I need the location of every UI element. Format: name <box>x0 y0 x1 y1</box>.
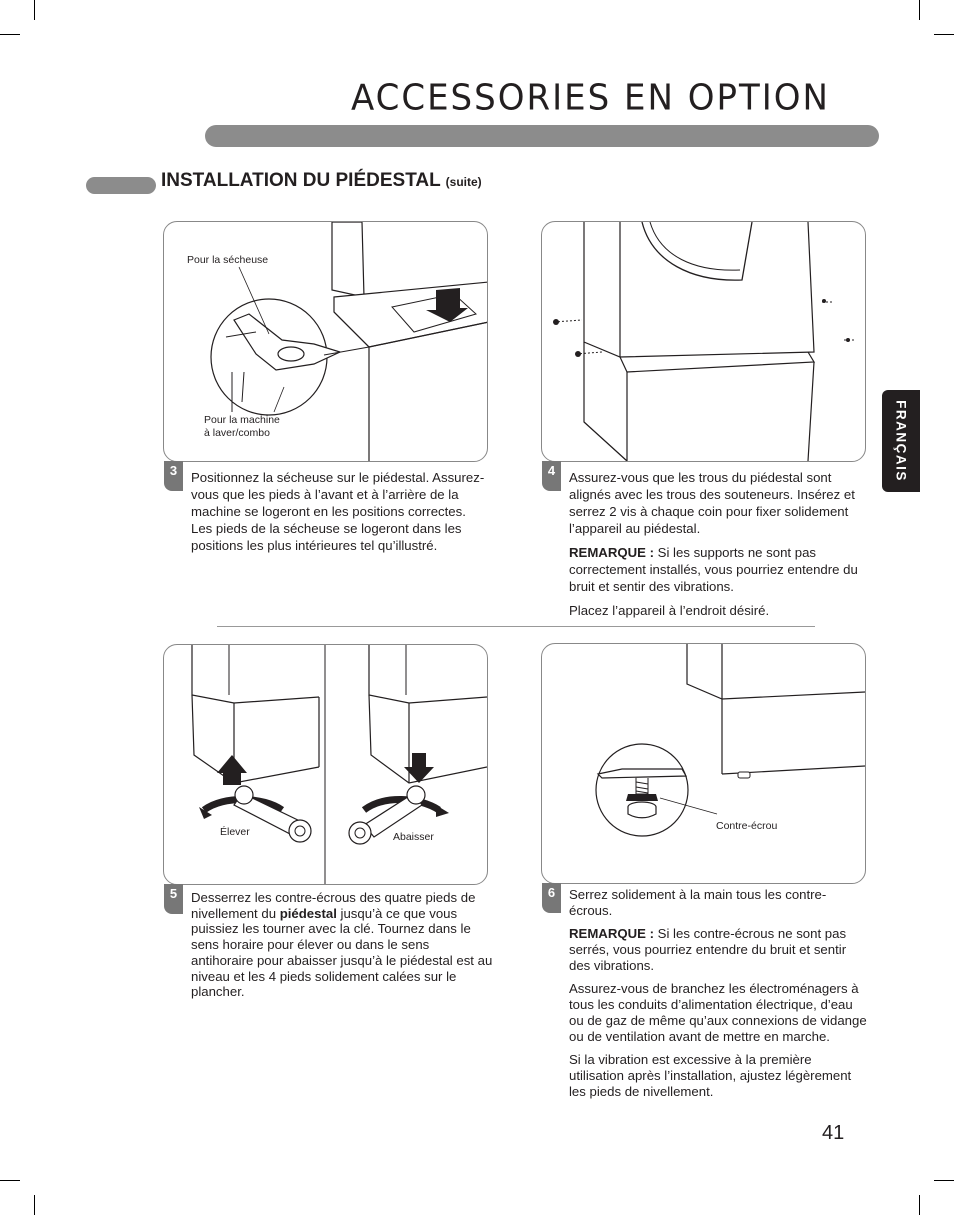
step-4-extra: Placez l’appareil à l’endroit désiré. <box>569 603 770 618</box>
crop-mark <box>0 34 20 35</box>
label-for-washer <box>204 414 280 440</box>
page-number: 41 <box>822 1122 845 1144</box>
step-4-note-text: Si les supports ne sont pas correctement installés, vous pourriez entendre du bruit et sentir des vibrations. <box>569 545 858 594</box>
locknut-illustration <box>542 644 865 883</box>
step-6-number: 6 <box>547 885 556 900</box>
screws-pedestal-illustration <box>542 222 865 461</box>
step-6-extra-1: Assurez-vous de branchez les électroménagers à tous les conduits d’alimentation électrique, d’eau ou de gaz de même qu’aux connexions de vidange ou de ventilation avant de mettre en marche. <box>569 981 867 1044</box>
step-3-number: 3 <box>169 463 178 478</box>
step-6-text <box>569 887 867 1107</box>
step-5-paragraph <box>191 890 493 1000</box>
step-6-note-label: REMARQUE : <box>569 926 654 941</box>
label-for-washer-line2: à laver/combo <box>204 427 270 439</box>
step-5-number: 5 <box>169 886 178 901</box>
step-3-figure <box>163 221 488 462</box>
crop-mark <box>919 1195 920 1215</box>
step-6-note <box>569 926 867 974</box>
step-4-note <box>569 544 867 595</box>
section-divider <box>217 626 815 627</box>
label-locknut: Contre-écrou <box>716 820 778 832</box>
step-4-number: 4 <box>547 463 556 478</box>
crop-mark <box>934 34 954 35</box>
step-4-number-tab <box>542 461 561 491</box>
label-for-dryer: Pour la sécheuse <box>187 254 269 266</box>
section-pill <box>86 177 156 194</box>
language-tab <box>882 390 920 492</box>
step-5-text <box>191 890 493 1007</box>
step-5-figure <box>163 644 488 885</box>
step-3-text <box>191 469 489 561</box>
step-4-paragraph: Assurez-vous que les trous du piédestal sont alignés avec les trous des souteneurs. Insérez et serrez 2 vis à chaque coin pour fixer solidement l’appareil au piédestal. <box>569 470 855 536</box>
label-raise: Élever <box>220 826 250 838</box>
section-title-text: INSTALLATION DU PIÉDESTAL <box>161 170 441 191</box>
step-5-text-start: Desserrez les contre-écrous des quatre pieds de nivellement du <box>191 890 476 921</box>
section-subtitle: (suite) <box>445 175 482 189</box>
title-bar <box>205 125 879 147</box>
step-5-text-end: jusqu’à ce que vous puissiez les tourner avec la clé. Tournez dans le sens horaire pour élever ou dans le sens antihoraire pour abaisser jusqu’à le piédestal est au niveau et les 4 pieds solidement calées sur le plancher. <box>191 905 493 1000</box>
leveling-feet-wrench-illustration <box>164 645 487 884</box>
crop-mark <box>919 0 920 20</box>
step-3-paragraph: Positionnez la sécheuse sur le piédestal. Assurez-vous que les pieds à l’avant et à l’arrière de la machine se logeront en les positions correctes. Les pieds de la sécheuse se logeront dans les positions les plus intérieures tel qu’illustré. <box>191 470 485 553</box>
page-title: ACCESSORIES EN OPTION <box>350 77 830 119</box>
step-4-note-label: REMARQUE : <box>569 545 654 560</box>
language-tab-label: FRANÇAIS <box>893 400 909 482</box>
step-6-number-tab <box>542 883 561 913</box>
label-for-washer-line1: Pour la machine <box>204 414 280 426</box>
step-6-paragraph: Serrez solidement à la main tous les contre-écrous. <box>569 887 827 918</box>
step-3-number-tab <box>164 461 183 491</box>
label-lower: Abaisser <box>393 831 434 843</box>
step-6-extra-2: Si la vibration est excessive à la première utilisation après l’installation, ajustez légèrement les pieds de nivellement. <box>569 1052 852 1099</box>
crop-mark <box>934 1180 954 1181</box>
step-6-figure <box>541 643 866 884</box>
crop-mark <box>34 0 35 20</box>
step-5-number-tab <box>164 884 183 914</box>
section-title <box>161 170 482 192</box>
step-4-figure <box>541 221 866 462</box>
step-6-note-text: Si les contre-écrous ne sont pas serrés, vous pourriez entendre du bruit et sentir des vibrations. <box>569 926 847 973</box>
step-4-text <box>569 469 867 626</box>
step-5-text-bold: piédestal <box>279 905 337 921</box>
crop-mark <box>34 1195 35 1215</box>
crop-mark <box>0 1180 20 1181</box>
